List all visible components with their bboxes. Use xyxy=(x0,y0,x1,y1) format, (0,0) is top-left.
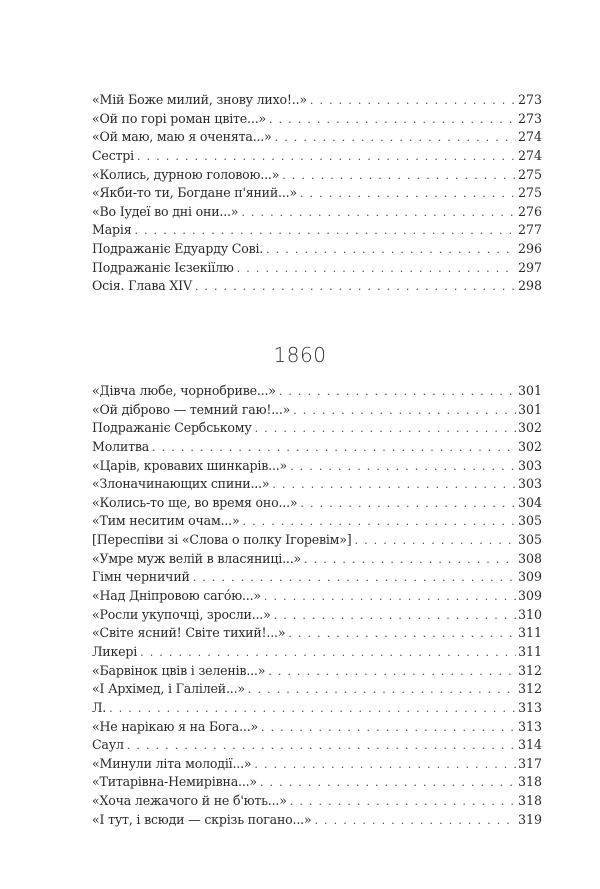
toc-entry-page-number: 301 xyxy=(517,401,542,417)
toc-entry-title: «Ой по горі роман цвіте...» xyxy=(92,110,266,126)
dot-leader xyxy=(275,129,516,147)
dot-leader xyxy=(127,737,516,755)
dot-leader xyxy=(241,204,516,222)
toc-entry-title: Подражаніє Едуарду Сові. xyxy=(92,241,264,257)
toc-entry xyxy=(92,494,542,513)
dot-leader xyxy=(290,793,516,811)
dot-leader xyxy=(264,588,516,606)
dot-leader xyxy=(300,495,516,513)
toc-entry xyxy=(92,91,542,110)
dot-leader xyxy=(195,278,516,296)
toc-entry-title: «Ой маю, маю я оченята...» xyxy=(92,129,272,145)
toc-entry-page-number: 274 xyxy=(517,147,542,163)
toc-entry-page-number: 314 xyxy=(517,737,542,753)
dot-leader xyxy=(255,420,516,438)
toc-entry-title: [Переспіви зі «Слова о полку Ігоревім»] xyxy=(92,532,352,548)
toc-entry-page-number: 303 xyxy=(517,476,542,492)
toc-entry-page-number: 305 xyxy=(517,532,542,548)
toc-entry-page-number: 311 xyxy=(517,643,542,659)
toc-entry-page-number: 309 xyxy=(517,588,542,604)
toc-entry-title: «Колись-то ще, во время оно...» xyxy=(92,494,298,510)
dot-leader xyxy=(300,185,516,203)
toc-entry-page-number: 301 xyxy=(517,383,542,398)
dot-leader xyxy=(193,569,516,587)
toc-entry-page-number: 296 xyxy=(517,241,542,257)
toc-entry xyxy=(92,811,542,830)
dot-leader xyxy=(272,476,516,494)
toc-entry-title: «Колись, дурною головою...» xyxy=(92,166,280,182)
toc-entry xyxy=(92,792,542,811)
toc-entry-page-number: 298 xyxy=(517,278,542,294)
toc-list-section-1 xyxy=(92,91,542,296)
toc-entry-title: Гімн черничий xyxy=(92,569,190,585)
toc-entry xyxy=(92,550,542,569)
toc-entry-title: «Во Іудеї во дні они...» xyxy=(92,203,239,219)
toc-entry xyxy=(92,419,542,438)
toc-entry-title: «Умре муж велій в власяниці...» xyxy=(92,550,302,566)
toc-entry xyxy=(92,568,542,587)
toc-entry xyxy=(92,277,542,296)
toc-entry-title: Ликері xyxy=(92,643,138,659)
dot-leader xyxy=(237,260,516,278)
dot-leader xyxy=(260,774,516,792)
toc-entry-page-number: 313 xyxy=(517,699,542,715)
toc-entry-title: «Злоначинающих спини...» xyxy=(92,476,270,492)
toc-entry xyxy=(92,147,542,166)
dot-leader xyxy=(314,812,516,830)
toc-entry-page-number: 309 xyxy=(517,569,542,585)
toc-entry-title: «Хоча лежачого й не б'ють...» xyxy=(92,793,287,809)
dot-leader xyxy=(242,513,515,531)
toc-entry-title: «І Архімед, і Галілей...» xyxy=(92,681,245,697)
toc-entry-page-number: 319 xyxy=(517,811,542,827)
toc-entry-title: «Мій Боже милий, знову лихо!..» xyxy=(92,92,307,107)
toc-entry-title: Молитва xyxy=(92,438,150,454)
toc-entry xyxy=(92,624,542,643)
toc-entry xyxy=(92,773,542,792)
toc-entry xyxy=(92,259,542,278)
dot-leader xyxy=(254,756,516,774)
toc-list-section-2 xyxy=(92,382,542,829)
toc-entry xyxy=(92,699,542,718)
toc-entry-page-number: 274 xyxy=(517,129,542,145)
toc-entry-page-number: 277 xyxy=(517,222,542,238)
toc-entry-title: «Барвінок цвів і зеленів...» xyxy=(92,662,266,678)
dot-leader xyxy=(248,681,516,699)
toc-entry-page-number: 303 xyxy=(517,457,542,473)
dot-leader xyxy=(261,719,516,737)
dot-leader xyxy=(140,644,516,662)
toc-entry-title: «Царів, кровавих шинкарів...» xyxy=(92,457,288,473)
toc-entry xyxy=(92,457,542,476)
toc-entry xyxy=(92,203,542,222)
dot-leader xyxy=(268,663,516,681)
toc-entry-page-number: 318 xyxy=(517,793,542,809)
toc-entry xyxy=(92,718,542,737)
toc-entry-page-number: 275 xyxy=(517,185,542,201)
toc-entry xyxy=(92,531,542,550)
dot-leader xyxy=(274,607,516,625)
toc-entry-title: «Над Дніпровою сагóю...» xyxy=(92,588,261,604)
toc-entry-page-number: 311 xyxy=(517,625,542,641)
toc-entry-page-number: 304 xyxy=(517,494,542,510)
toc-entry-page-number: 317 xyxy=(517,755,542,771)
dot-leader xyxy=(152,439,516,457)
section-heading-year: 1860 xyxy=(273,343,327,367)
toc-entry xyxy=(92,680,542,699)
toc-entry-page-number: 276 xyxy=(517,203,542,219)
dot-leader xyxy=(266,241,516,259)
toc-entry-page-number: 305 xyxy=(517,513,542,529)
toc-entry xyxy=(92,512,542,531)
toc-entry-page-number: 318 xyxy=(517,774,542,790)
toc-entry xyxy=(92,382,542,401)
toc-entry-title: «Росли укупочці, зросли...» xyxy=(92,606,271,622)
toc-entry-title: Подражаніє Ієзекіїлю xyxy=(92,259,234,275)
toc-entry xyxy=(92,221,542,240)
toc-entry xyxy=(92,587,542,606)
dot-leader xyxy=(109,700,516,718)
dot-leader xyxy=(134,222,516,240)
toc-entry-title: «Якби-то ти, Богдане п'яний...» xyxy=(92,185,297,201)
dot-leader xyxy=(137,148,516,166)
toc-entry-page-number: 273 xyxy=(517,92,542,107)
toc-entry-page-number: 308 xyxy=(517,550,542,566)
toc-entry xyxy=(92,110,542,129)
toc-entry xyxy=(92,475,542,494)
toc-entry-page-number: 302 xyxy=(517,438,542,454)
toc-entry-title: Саул xyxy=(92,737,124,753)
toc-entry xyxy=(92,401,542,420)
dot-leader xyxy=(310,92,516,110)
toc-entry-title: Осія. Глава XIV xyxy=(92,278,192,294)
toc-entry-title: «І тут, і всюди — скрізь погано...» xyxy=(92,811,312,827)
toc-entry xyxy=(92,240,542,259)
toc-entry-page-number: 312 xyxy=(517,681,542,697)
toc-entry-title: «Минули літа молодії...» xyxy=(92,755,252,771)
toc-entry-page-number: 310 xyxy=(517,606,542,622)
toc-entry xyxy=(92,755,542,774)
toc-entry-page-number: 273 xyxy=(517,110,542,126)
dot-leader xyxy=(279,383,516,401)
toc-entry-title: «Титарівна-Немирівна...» xyxy=(92,774,257,790)
dot-leader xyxy=(269,111,516,129)
dot-leader xyxy=(355,532,516,550)
toc-entry-title: Подражаніє Сербському xyxy=(92,420,252,436)
toc-entry-title: «Дівча любе, чорнобриве...» xyxy=(92,383,276,398)
dot-leader xyxy=(288,625,516,643)
toc-entry xyxy=(92,606,542,625)
toc-entry xyxy=(92,184,542,203)
toc-entry-title: Марія xyxy=(92,222,132,238)
toc-entry-page-number: 313 xyxy=(517,718,542,734)
toc-entry-page-number: 302 xyxy=(517,420,542,436)
toc-entry xyxy=(92,643,542,662)
toc-entry-title: «Ой діброво — темний гаю!...» xyxy=(92,401,291,417)
toc-entry xyxy=(92,438,542,457)
toc-entry xyxy=(92,662,542,681)
dot-leader xyxy=(290,458,516,476)
toc-entry-page-number: 312 xyxy=(517,662,542,678)
toc-entry-title: «Світе ясний! Світе тихий!...» xyxy=(92,625,286,641)
dot-leader xyxy=(282,167,516,185)
toc-entry-title: «Тим неситим очам...» xyxy=(92,513,240,529)
toc-entry xyxy=(92,736,542,755)
dot-leader xyxy=(304,551,516,569)
toc-entry xyxy=(92,166,542,185)
toc-entry-title: «Не нарікаю я на Бога...» xyxy=(92,718,258,734)
toc-entry-page-number: 275 xyxy=(517,166,542,182)
toc-entry xyxy=(92,128,542,147)
toc-entry-title: Л. xyxy=(92,699,107,715)
toc-entry-page-number: 297 xyxy=(517,259,542,275)
dot-leader xyxy=(293,402,516,420)
toc-entry-title: Сестрі xyxy=(92,147,134,163)
